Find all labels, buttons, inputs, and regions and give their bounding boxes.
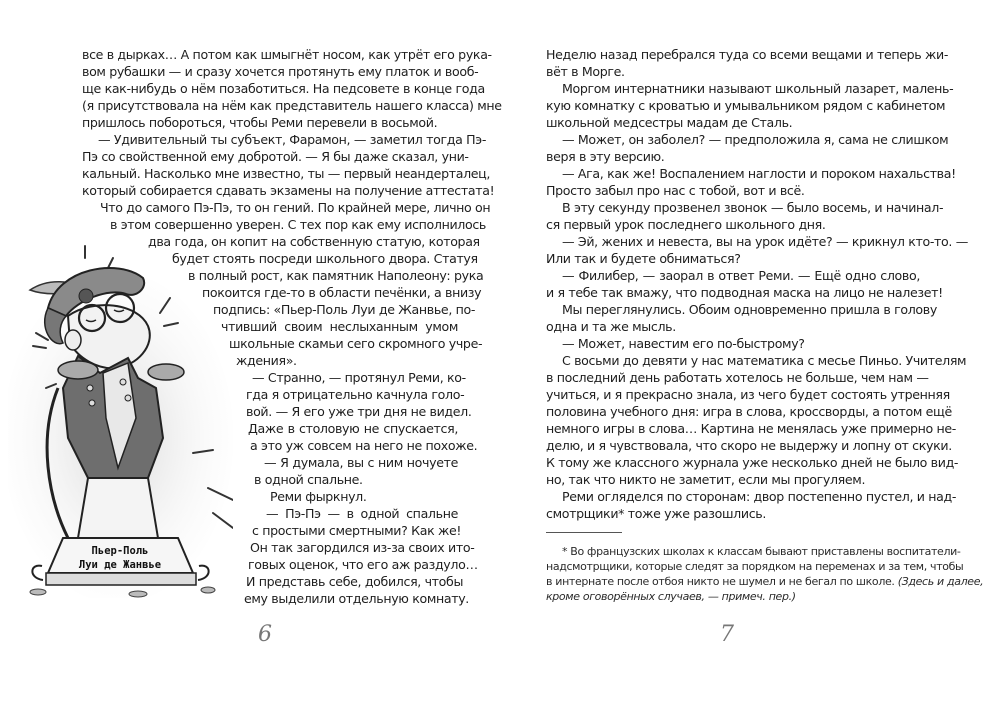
plaque-text-line-2: Луи де Жанвье <box>78 559 162 571</box>
text-line: ся первый урок последнего школьного дня. <box>546 217 826 232</box>
footnote-divider <box>546 532 622 533</box>
page-number: 6 <box>258 622 272 647</box>
text-line: Неделю назад перебрался туда со всеми вещами и теперь жи- <box>546 47 949 62</box>
text-line: делю, и я чувствовала, что скоро не выдержу и лопну от скуки. <box>546 438 952 453</box>
text-line: Реми огляделся по сторонам: двор постепенно пустел, и над- <box>562 489 957 504</box>
text-line: а это уж совсем на него не похоже. <box>250 438 478 453</box>
text-line: немного игры в слова… Картина не менялась уже примерно не- <box>546 421 956 436</box>
translator-note: кроме оговорённых случаев, — примеч. пер.) <box>546 590 796 603</box>
text-line: — Удивительный ты субъект, Фарамон, — заметил тогда Пэ- <box>98 132 487 147</box>
text-line: школьные скамьи сего скромного учре- <box>229 336 483 351</box>
footnote-line: * Во французских школах к классам бывают приставлены воспитатели- <box>562 545 961 558</box>
text-line: в этом совершенно уверен. С тех пор как ему исполнилось <box>110 217 487 232</box>
text-line: вёт в Морге. <box>546 64 625 79</box>
text-line: — Эй, жених и невеста, вы на урок идёте? — крикнул кто-то. — <box>562 234 968 249</box>
plaque-text-line-1: Пьер-Поль <box>91 545 149 557</box>
text-line: Даже в столовую не спускается, <box>248 421 458 436</box>
text-line: И представь себе, добился, чтобы <box>246 574 464 589</box>
text-line: Мы переглянулись. Обоим одновременно пришла в голову <box>562 302 937 317</box>
text-line: — Может, он заболел? — предположила я, сама не слишком <box>562 132 949 147</box>
text-line: одна и та же мысль. <box>546 319 676 334</box>
text-line: смотрщики* тоже уже разошлись. <box>546 506 767 521</box>
text-line: покоится где-то в области печёнки, а внизу <box>202 285 482 300</box>
text-line: в последний день работать хотелось не больше, чем нам — <box>546 370 929 385</box>
footnote-line <box>546 590 796 605</box>
text-line: но, так что никто не заметит, если мы прогуляем. <box>546 472 866 487</box>
text-line: в полный рост, как памятник Наполеону: рука <box>188 268 484 283</box>
text-line: кую комнатку с кроватью и умывальником рядом с кабинетом <box>546 98 946 113</box>
text-line: говых оценок, что его аж раздуло… <box>248 557 478 572</box>
text-line: Он так загордился из-за своих ито- <box>250 540 475 555</box>
text-line: Просто забыл про нас с тобой, вот и всё. <box>546 183 805 198</box>
text-line: — Ага, как же! Воспалением наглости и пороком нахальства! <box>562 166 956 181</box>
footnote-text: в интернате после отбоя никто не шумел и не бегал по школе. <box>546 575 898 588</box>
text-line: все в дырках… А потом как шмыгнёт носом, как утрёт его рука- <box>82 47 492 62</box>
text-line: Что до самого Пэ-Пэ, то он гений. По крайней мере, лично он <box>100 200 491 215</box>
text-line: ему выделили отдельную комнату. <box>244 591 469 606</box>
text-line: чтивший своим неслыханным умом <box>221 319 458 334</box>
page-number: 7 <box>720 622 734 647</box>
text-line: веря в эту версию. <box>546 149 665 164</box>
text-line: — Я думала, вы с ним ночуете <box>264 455 458 470</box>
translator-note: (Здесь и далее, <box>897 575 984 588</box>
text-line: с простыми смертными? Как же! <box>252 523 462 538</box>
text-line: подпись: «Пьер-Поль Луи де Жанвье, по- <box>213 302 476 317</box>
text-line: пришлось побороться, чтобы Реми перевели в восьмой. <box>82 115 438 130</box>
text-line: в одной спальне. <box>254 472 363 487</box>
footnote-line <box>546 575 983 590</box>
text-line: вой. — Я его уже три дня не видел. <box>246 404 472 419</box>
text-line: С восьми до девяти у нас математика с месье Пиньо. Учителям <box>562 353 967 368</box>
right-page <box>500 0 1000 712</box>
text-line: школьной медсестры мадам де Сталь. <box>546 115 793 130</box>
text-line: два года, он копит на собственную статую, которая <box>148 234 480 249</box>
epaulette <box>58 361 98 379</box>
text-line: Реми фыркнул. <box>270 489 367 504</box>
text-line: (я присутствовала на нём как представитель нашего класса) мне <box>82 98 502 113</box>
text-line: Или так и будете обниматься? <box>546 251 741 266</box>
text-line: К тому же классного журнала уже несколько дней не было вид- <box>546 455 959 470</box>
text-line: гда я отрицательно качнула голо- <box>246 387 465 402</box>
footnote-line: надсмотрщики, которые следят за порядком на переменах и за тем, чтобы <box>546 560 964 573</box>
text-line: ждения». <box>236 353 297 368</box>
text-line: вом рубашки — и сразу хочется протянуть ему платок и вооб- <box>82 64 479 79</box>
text-line: половина учебного дня: игра в слова, кроссворды, а потом ещё <box>546 404 952 419</box>
text-line: кальный. Насколько мне известно, ты — первый неандерталец, <box>82 166 491 181</box>
text-line: В эту секунду прозвенел звонок — было восемь, и начинал- <box>562 200 944 215</box>
statue-illustration <box>8 238 233 598</box>
text-line: будет стоять посреди школьного двора. Статуя <box>172 251 478 266</box>
text-line: учиться, и я прекрасно знала, из чего будет состоять утренняя <box>546 387 950 402</box>
text-line: — Пэ-Пэ — в одной спальне <box>266 506 458 521</box>
text-line: который собирается сдавать экзамены на получение аттестата! <box>82 183 495 198</box>
text-line: и я тебе так вмажу, что подводная маска на лицо не налезет! <box>546 285 943 300</box>
text-line: Пэ со свойственной ему добротой. — Я бы даже сказал, уни- <box>82 149 469 164</box>
text-line: — Может, навестим его по-быстрому? <box>562 336 805 351</box>
text-line: Моргом интернатники называют школьный лазарет, малень- <box>562 81 954 96</box>
text-line: ще как-нибудь о нём позаботиться. На педсовете в конце года <box>82 81 485 96</box>
text-line: — Филибер, — заорал в ответ Реми. — Ещё одно слово, <box>562 268 920 283</box>
text-line: — Странно, — протянул Реми, ко- <box>252 370 466 385</box>
